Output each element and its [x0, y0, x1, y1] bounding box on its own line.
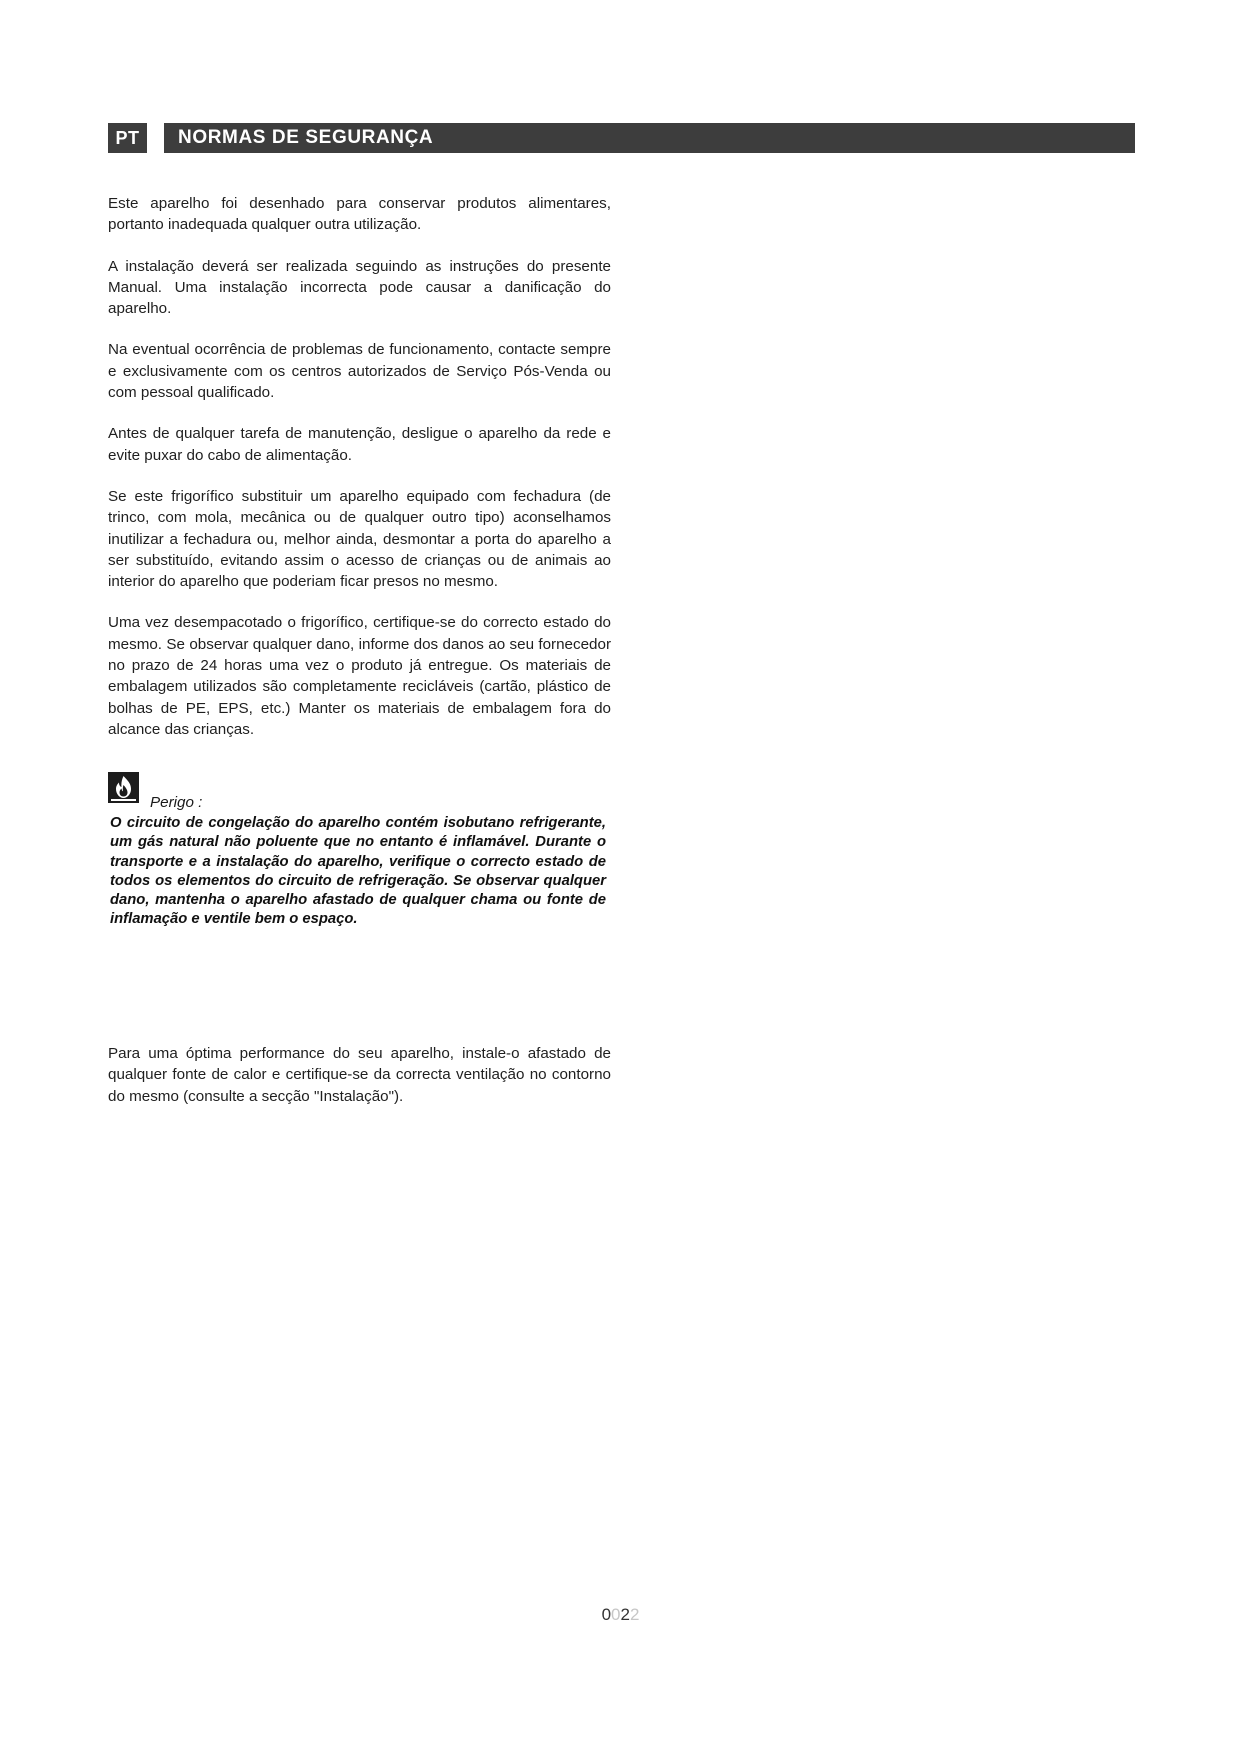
page-number: [0, 1605, 1241, 1625]
page-number-trail: 2: [629, 1605, 640, 1624]
main-content: [108, 193, 611, 929]
page-number-main: 2: [620, 1605, 630, 1624]
section-title: NORMAS DE SEGURANÇA: [164, 123, 1135, 153]
paragraph-intended-use: Este aparelho foi desenhado para conservar produtos alimentares, portanto inadequada qualquer outra utilização.: [108, 195, 611, 234]
warning-title: Perigo :: [150, 794, 203, 812]
danger-warning: [108, 772, 611, 929]
paragraph-installation: A instalação deverá ser realizada seguindo as instruções do presente Manual. Uma instalação incorrecta pode causar a danificação do aparelho.: [108, 257, 611, 318]
paragraph-ventilation: Para uma óptima performance do seu aparelho, instale-o afastado de qualquer fonte de calor e certifique-se da correcta ventilação no contorno do mesmo (consulte a secção "Instalação").: [108, 1045, 611, 1105]
warning-text: O circuito de congelação do aparelho contém isobutano refrigerante, um gás natural não poluente que no entanto é inflamável. Durante o transporte e a instalação do aparelho, verifique o correcto estado de todos os elementos do circuito de refrigeração. Se observar qualquer dano, mantenha o aparelho afastado de qualquer chama ou fonte de inflamação e ventile bem o espaço.: [110, 815, 606, 928]
page-number-lead: 0: [601, 1605, 612, 1624]
paragraph-old-appliance-lock: Se este frigorífico substituir um aparelho equipado com fechadura (de trinco, com mola, mecânica ou de qualquer outro tipo) aconselhamos inutilizar a fechadura ou, melhor ainda, desmontar a porta do aparelho a ser substituído, evitando assim o acesso de crianças ou de animais ao interior do aparelho que poderiam ficar presos no mesmo.: [108, 487, 611, 591]
flame-icon: [108, 772, 139, 803]
page-number-faint: 0: [611, 1605, 621, 1624]
paragraph-unpacking: Uma vez desempacotado o frigorífico, certifique-se do correcto estado do mesmo. Se observar qualquer dano, informe dos danos ao seu fornecedor no prazo de 24 horas uma vez o produto já entregue. Os materiais de embalagem utilizados são completamente recicláveis (cartão, plástico de bolhas de PE, EPS, etc.) Manter os materiais de embalagem fora do alcance das crianças.: [108, 614, 611, 738]
paragraph-service: Na eventual ocorrência de problemas de funcionamento, contacte sempre e exclusivamente com os centros autorizados de Serviço Pós-Venda ou com pessoal qualificado.: [108, 341, 611, 402]
language-badge: PT: [108, 123, 147, 153]
paragraph-maintenance: Antes de qualquer tarefa de manutenção, desligue o aparelho da rede e evite puxar do cabo de alimentação.: [108, 425, 611, 464]
